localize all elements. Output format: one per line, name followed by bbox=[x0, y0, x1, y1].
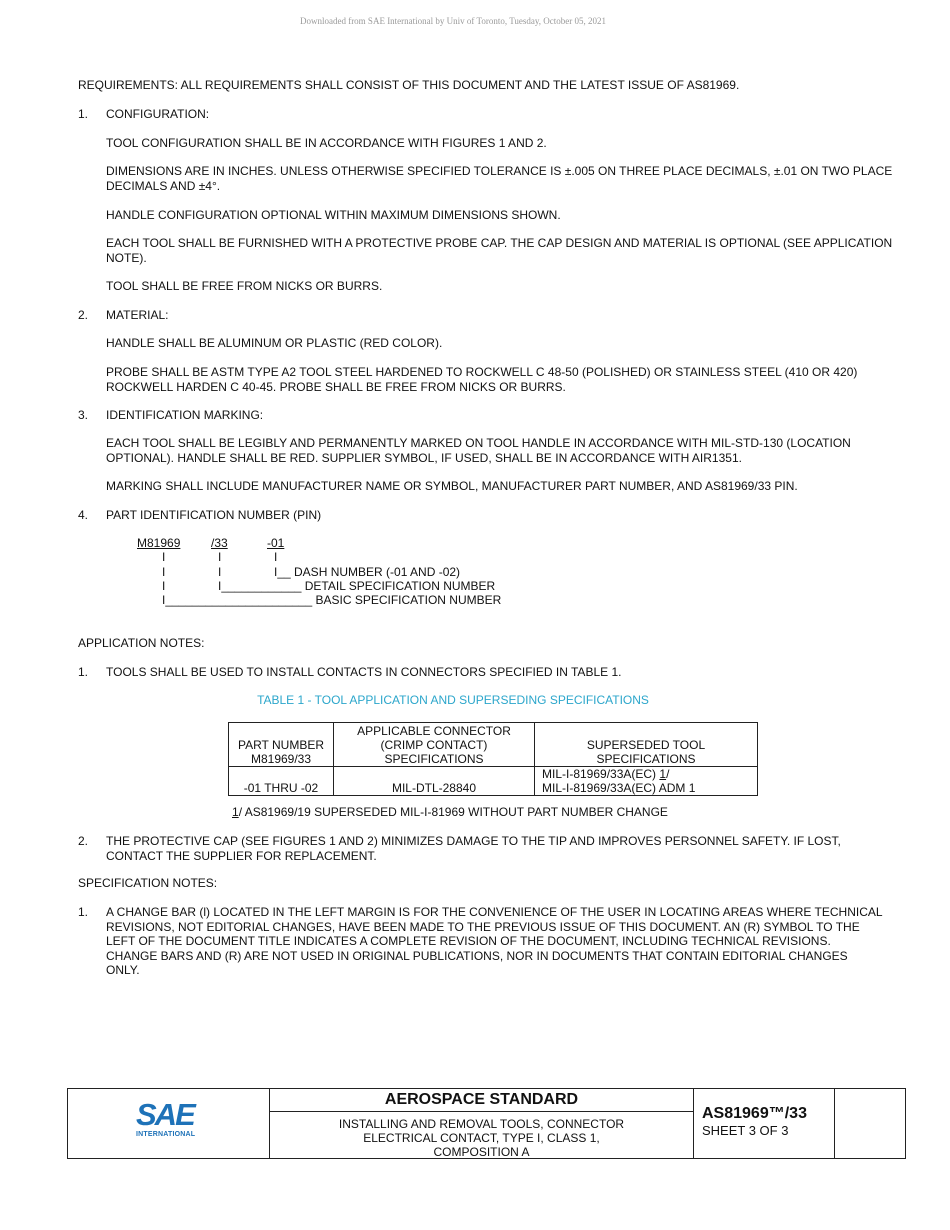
document-title-line: INSTALLING AND REMOVAL TOOLS, CONNECTOR bbox=[338, 1117, 625, 1131]
document-title-line: ELECTRICAL CONTACT, TYPE I, CLASS 1, bbox=[363, 1131, 600, 1145]
pin-base: M81969 bbox=[137, 536, 181, 550]
pin-basic-label: I______________________ BASIC SPECIFICATION NUMBER bbox=[162, 593, 502, 607]
section-4-number: 4. bbox=[78, 508, 89, 522]
specification-notes-heading: SPECIFICATION NOTES: bbox=[78, 876, 218, 890]
superseded-spec-line: MIL-I-81969/33A(EC) ADM 1 bbox=[542, 781, 696, 795]
section-3-title: IDENTIFICATION MARKING: bbox=[106, 408, 264, 422]
section-2-para-1: HANDLE SHALL BE ALUMINUM OR PLASTIC (RED COLOR). bbox=[106, 336, 443, 350]
pin-connector-bar: I bbox=[218, 550, 222, 564]
document-title-line: COMPOSITION A bbox=[433, 1145, 530, 1159]
table-footnote bbox=[232, 805, 668, 820]
footnote-ref-slash: / bbox=[666, 767, 670, 781]
table-header-row bbox=[229, 723, 758, 767]
application-notes-heading: APPLICATION NOTES: bbox=[78, 636, 205, 650]
table-row bbox=[229, 767, 758, 796]
app-note-2-number: 2. bbox=[78, 834, 89, 848]
pin-detail: /33 bbox=[211, 536, 228, 550]
revision-cell bbox=[835, 1089, 905, 1158]
pin-connector-bar: I bbox=[162, 579, 166, 593]
section-3-number: 3. bbox=[78, 408, 89, 422]
pin-dash-label: I__ DASH NUMBER (-01 AND -02) bbox=[274, 565, 461, 579]
pin-connector-bar: I bbox=[274, 550, 278, 564]
cell-superseded-specs bbox=[535, 767, 758, 796]
header-part-number-line: M81969/33 bbox=[250, 752, 312, 766]
header-connector-line: APPLICABLE CONNECTOR bbox=[357, 724, 511, 738]
pin-dash: -01 bbox=[267, 536, 285, 550]
standard-label: AEROSPACE STANDARD bbox=[270, 1089, 693, 1112]
section-1-para-2: DIMENSIONS ARE IN INCHES. UNLESS OTHERWISE SPECIFIED TOLERANCE IS ±.005 ON THREE PLACE DECIMALS, ±.01 ON TWO PLACE DECIMALS AND ±4°. bbox=[106, 164, 893, 193]
header-part-number-line: PART NUMBER bbox=[237, 738, 324, 752]
document-number-cell bbox=[694, 1089, 835, 1158]
cell-connector-spec: MIL-DTL-28840 bbox=[334, 767, 535, 796]
spec-note-1: A CHANGE BAR (l) LOCATED IN THE LEFT MARGIN IS FOR THE CONVENIENCE OF THE USER IN LOCATING AREAS WHERE TECHNICAL REVISIONS, NOT EDITORIAL CHANGES, HAVE BEEN MADE TO THE PREVIOUS ISSUE OF THIS DOCUMENT. AN (R) SYMBOL TO THE LEFT OF THE DOCUMENT TITLE INDICATES A COMPLETE REVISION OF THE DOCUMENT, INCLUDING TECHNICAL REVISIONS. CHANGE BARS AND (R) ARE NOT USED IN ORIGINAL PUBLICATIONS, NOR IN DOCUMENTS THAT CONTAIN EDITORIAL CHANGES ONLY. bbox=[106, 905, 883, 977]
app-note-1: TOOLS SHALL BE USED TO INSTALL CONTACTS IN CONNECTORS SPECIFIED IN TABLE 1. bbox=[106, 665, 622, 679]
section-2-number: 2. bbox=[78, 308, 89, 322]
section-1-para-3: HANDLE CONFIGURATION OPTIONAL WITHIN MAXIMUM DIMENSIONS SHOWN. bbox=[106, 208, 561, 222]
header-applicable-connector bbox=[334, 723, 535, 767]
header-connector-line: (CRIMP CONTACT) bbox=[380, 738, 488, 752]
section-3-para-1: EACH TOOL SHALL BE LEGIBLY AND PERMANENTLY MARKED ON TOOL HANDLE IN ACCORDANCE WITH MIL-STD-130 (LOCATION OPTIONAL). HANDLE SHALL BE RED. SUPPLIER SYMBOL, IF USED, SHALL BE IN ACCORDANCE WITH AIR1351. bbox=[106, 436, 851, 465]
pin-connector-bar: I bbox=[162, 565, 166, 579]
app-note-1-number: 1. bbox=[78, 665, 89, 679]
footnote-ref: 1 bbox=[659, 767, 667, 781]
section-1-para-1: TOOL CONFIGURATION SHALL BE IN ACCORDANCE WITH FIGURES 1 AND 2. bbox=[106, 136, 547, 150]
document-title bbox=[270, 1112, 693, 1159]
superseded-spec-text: MIL-I-81969/33A(EC) bbox=[542, 767, 660, 781]
section-1-para-5: TOOL SHALL BE FREE FROM NICKS OR BURRS. bbox=[106, 279, 383, 293]
pin-connector-bar: I bbox=[218, 565, 222, 579]
title-block bbox=[67, 1088, 906, 1159]
requirements-statement: REQUIREMENTS: ALL REQUIREMENTS SHALL CONSIST OF THIS DOCUMENT AND THE LATEST ISSUE OF AS81969. bbox=[78, 78, 740, 92]
superseded-spec-line bbox=[542, 767, 755, 781]
header-superseded-line: SPECIFICATIONS bbox=[596, 752, 696, 766]
footnote-text: / AS81969/19 SUPERSEDED MIL-I-81969 WITHOUT PART NUMBER CHANGE bbox=[238, 805, 668, 819]
document-number: AS81969™/33 bbox=[702, 1105, 807, 1122]
section-1-para-4: EACH TOOL SHALL BE FURNISHED WITH A PROTECTIVE PROBE CAP. THE CAP DESIGN AND MATERIAL IS OPTIONAL (SEE APPLICATION NOTE). bbox=[106, 236, 893, 265]
download-watermark: Downloaded from SAE International by Univ of Toronto, Tuesday, October 05, 2021 bbox=[299, 16, 607, 26]
header-superseded-tool bbox=[535, 723, 758, 767]
header-part-number bbox=[229, 723, 334, 767]
tool-application-table bbox=[228, 722, 758, 796]
cell-part-range: -01 THRU -02 bbox=[229, 767, 334, 796]
sae-logo bbox=[136, 1097, 206, 1138]
header-connector-line: SPECIFICATIONS bbox=[384, 752, 484, 766]
sheet-number: SHEET 3 OF 3 bbox=[702, 1123, 789, 1138]
section-2-title: MATERIAL: bbox=[106, 308, 169, 322]
section-1-title: CONFIGURATION: bbox=[106, 107, 210, 121]
pin-detail-label: I____________ DETAIL SPECIFICATION NUMBER bbox=[218, 579, 496, 593]
section-3-para-2: MARKING SHALL INCLUDE MANUFACTURER NAME OR SYMBOL, MANUFACTURER PART NUMBER, AND AS81969/33 PIN. bbox=[106, 479, 798, 493]
footnote-number: 1 bbox=[232, 805, 239, 819]
section-2-para-2: PROBE SHALL BE ASTM TYPE A2 TOOL STEEL HARDENED TO ROCKWELL C 48-50 (POLISHED) OR STAINLESS STEEL (410 OR 420) ROCKWELL HARDEN C 40-45. PROBE SHALL BE FREE FROM NICKS OR BURRS. bbox=[106, 365, 858, 394]
section-4-title: PART IDENTIFICATION NUMBER (PIN) bbox=[106, 508, 322, 522]
section-1-number: 1. bbox=[78, 107, 89, 121]
spec-note-1-number: 1. bbox=[78, 905, 89, 919]
sae-logo-subtitle: INTERNATIONAL bbox=[136, 1131, 196, 1138]
pin-connector-bar: I bbox=[162, 550, 166, 564]
title-cell bbox=[270, 1089, 694, 1158]
table-1-title: TABLE 1 - TOOL APPLICATION AND SUPERSEDING SPECIFICATIONS bbox=[257, 693, 649, 707]
header-superseded-line: SUPERSEDED TOOL bbox=[586, 738, 706, 752]
logo-cell bbox=[68, 1089, 270, 1158]
app-note-2: THE PROTECTIVE CAP (SEE FIGURES 1 AND 2) MINIMIZES DAMAGE TO THE TIP AND IMPROVES PERSONNEL SAFETY. IF LOST, CONTACT THE SUPPLIER FOR REPLACEMENT. bbox=[106, 834, 841, 863]
sae-logo-mark: SAE bbox=[136, 1097, 194, 1132]
